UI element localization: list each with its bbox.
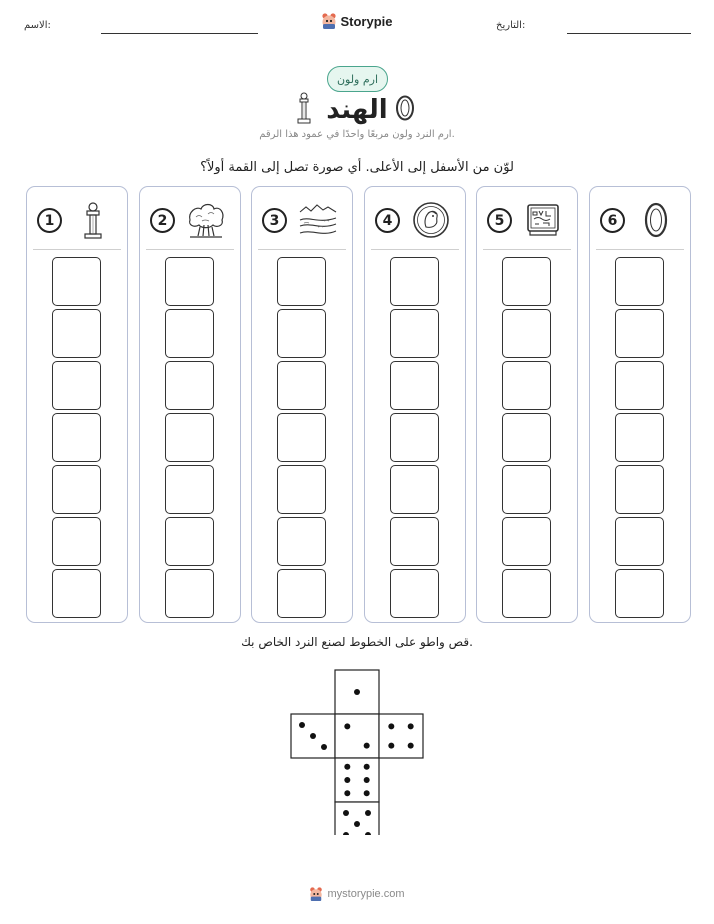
- dice-pip: [344, 777, 350, 783]
- column-header: [140, 187, 240, 249]
- footer-site: mystorypie.com: [327, 888, 405, 900]
- column-number: 5: [487, 208, 512, 233]
- dice-face: [335, 670, 379, 714]
- color-square[interactable]: [52, 569, 101, 618]
- dice-face: [335, 758, 379, 802]
- name-line: [101, 33, 258, 34]
- color-square[interactable]: [502, 465, 551, 514]
- banyan-tree-icon: [186, 200, 226, 240]
- storypie-logo-icon: [321, 12, 337, 30]
- dice-pip: [354, 689, 360, 695]
- column-divider: [258, 249, 346, 250]
- color-square[interactable]: [390, 465, 439, 514]
- footer: [0, 886, 714, 902]
- date-label: التاريخ:: [496, 20, 526, 31]
- column-number: 3: [262, 208, 287, 233]
- dice-face: [291, 714, 335, 758]
- color-square[interactable]: [615, 309, 664, 358]
- column-5: [476, 186, 578, 623]
- dice-pip: [299, 722, 305, 728]
- column-number: 2: [150, 208, 175, 233]
- dice-pip: [408, 723, 414, 729]
- column-header: [252, 187, 352, 249]
- brand-header: [0, 12, 714, 30]
- color-square[interactable]: [165, 361, 214, 410]
- color-square[interactable]: [165, 517, 214, 566]
- zero-numeral-icon: [636, 200, 676, 240]
- column-3: [251, 186, 353, 623]
- dice-pip: [344, 790, 350, 796]
- dice-pip: [343, 810, 349, 816]
- dice-pip: [388, 723, 394, 729]
- dice-pip: [364, 743, 370, 749]
- coin-icon: [411, 200, 451, 240]
- color-square[interactable]: [277, 569, 326, 618]
- subtitle: ارم النرد ولون مربعًا واحدًا في عمود هذا الرقم.: [259, 129, 455, 140]
- color-square[interactable]: [502, 257, 551, 306]
- color-square[interactable]: [390, 517, 439, 566]
- color-square[interactable]: [502, 309, 551, 358]
- color-square[interactable]: [615, 257, 664, 306]
- color-square[interactable]: [277, 413, 326, 462]
- color-square[interactable]: [390, 309, 439, 358]
- dice-pip: [344, 764, 350, 770]
- column-divider: [33, 249, 121, 250]
- color-square[interactable]: [615, 361, 664, 410]
- color-square[interactable]: [502, 569, 551, 618]
- game-type-pill: ارم ولون: [327, 66, 388, 92]
- dice-pip: [364, 777, 370, 783]
- column-divider: [146, 249, 234, 250]
- dice-pip: [365, 810, 371, 816]
- seal-icon: [523, 200, 563, 240]
- dice-face: [335, 714, 379, 758]
- river-icon: [298, 200, 338, 240]
- color-square[interactable]: [165, 465, 214, 514]
- color-square[interactable]: [165, 569, 214, 618]
- dice-pip: [344, 723, 350, 729]
- title-zero-numeral-icon: [394, 94, 416, 122]
- dice-face: [335, 802, 379, 835]
- column-4: [364, 186, 466, 623]
- color-square[interactable]: [502, 361, 551, 410]
- color-square[interactable]: [615, 517, 664, 566]
- column-2: [139, 186, 241, 623]
- color-square[interactable]: [165, 309, 214, 358]
- color-square[interactable]: [277, 309, 326, 358]
- column-number: 6: [600, 208, 625, 233]
- color-square[interactable]: [502, 517, 551, 566]
- column-header: [477, 187, 577, 249]
- ashoka-pillar-icon: [73, 200, 113, 240]
- color-square[interactable]: [52, 465, 101, 514]
- color-square[interactable]: [277, 465, 326, 514]
- color-square[interactable]: [165, 413, 214, 462]
- color-square[interactable]: [502, 413, 551, 462]
- color-square[interactable]: [52, 361, 101, 410]
- color-square[interactable]: [277, 517, 326, 566]
- dice-pip: [354, 821, 360, 827]
- color-square[interactable]: [390, 569, 439, 618]
- column-divider: [596, 249, 684, 250]
- color-square[interactable]: [277, 361, 326, 410]
- column-header: [365, 187, 465, 249]
- column-header: [590, 187, 690, 249]
- name-label: الاسم:: [24, 20, 51, 31]
- storypie-logo-icon: [309, 886, 323, 902]
- page-title: الهند: [326, 95, 388, 125]
- color-square[interactable]: [277, 257, 326, 306]
- date-line: [567, 33, 691, 34]
- color-square[interactable]: [615, 465, 664, 514]
- dice-net: [290, 669, 424, 835]
- color-square[interactable]: [52, 517, 101, 566]
- brand-name: Storypie: [340, 13, 393, 29]
- column-number: 1: [37, 208, 62, 233]
- column-divider: [483, 249, 571, 250]
- dice-pip: [408, 743, 414, 749]
- dice-pip: [321, 744, 327, 750]
- column-number: 4: [375, 208, 400, 233]
- color-square[interactable]: [615, 569, 664, 618]
- column-6: [589, 186, 691, 623]
- column-header: [27, 187, 127, 249]
- color-square[interactable]: [390, 257, 439, 306]
- color-square[interactable]: [52, 413, 101, 462]
- cut-instruction: قص واطو على الخطوط لصنع النرد الخاص بك.: [241, 635, 473, 649]
- color-square[interactable]: [615, 413, 664, 462]
- dice-face: [379, 714, 423, 758]
- instruction: لوّن من الأسفل إلى الأعلى. أي صورة تصل إلى القمة أولاً؟: [200, 160, 514, 175]
- dice-pip: [364, 764, 370, 770]
- dice-pip: [388, 743, 394, 749]
- color-square[interactable]: [390, 361, 439, 410]
- color-square[interactable]: [52, 309, 101, 358]
- dice-pip: [310, 733, 316, 739]
- column-1: [26, 186, 128, 623]
- color-square[interactable]: [390, 413, 439, 462]
- column-divider: [371, 249, 459, 250]
- color-square[interactable]: [165, 257, 214, 306]
- color-square[interactable]: [52, 257, 101, 306]
- dice-pip: [364, 790, 370, 796]
